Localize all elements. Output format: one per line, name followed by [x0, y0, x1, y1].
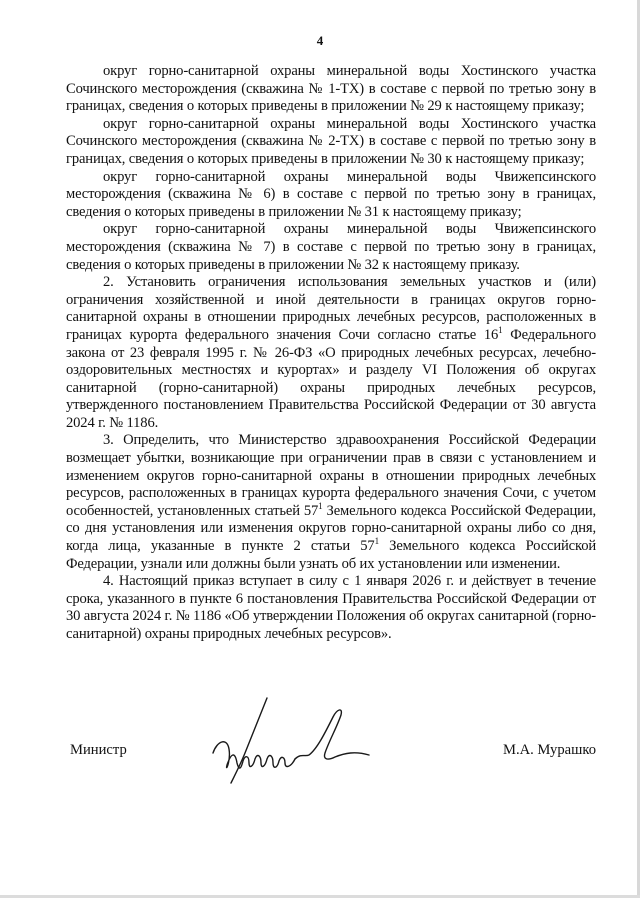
paragraph-district-well-6: округ горно-санитарной охраны минеральной воды Чвижепсинского месторождения (скважина № 6) в составе с первой по третью зону в границах, сведения о которых приведены в приложении № 31 к настоящему приказу; [66, 168, 596, 220]
paragraph-district-2tx: округ горно-санитарной охраны минеральной воды Хостинского участка Сочинского месторождения (скважина № 2-ТХ) в составе с первой по третью зону в границах, сведения о которых приведены в приложении № 30 к настоящему приказу; [66, 115, 596, 167]
signatory-name: М.А. Мурашко [502, 742, 596, 758]
page-number: 4 [316, 33, 324, 48]
clause-2-superscript: 1 [498, 324, 503, 335]
paragraph-district-1tx: округ горно-санитарной охраны минеральной воды Хостинского участка Сочинского месторождения (скважина № 1-ТХ) в составе с первой по третью зону в границах, сведения о которых приведены в приложении № 29 к настоящему приказу; [66, 63, 596, 115]
paragraph-district-well-7: округ горно-санитарной охраны минеральной воды Чвижепсинского месторождения (скважина № 7) в составе с первой по третью зону в границах, сведения о которых приведены в приложении № 32 к настоящему приказу. [66, 221, 596, 273]
paragraph-clause-4: 4. Настоящий приказ вступает в силу с 1 января 2026 г. и действует в течение срока, указанного в пункте 6 постановления Правительства Российской Федерации от 30 августа 2024 г. № 1186 «Об утверждении Положения об округах санитарной (горно-санитарной) охраны природных лечебных ресурсов». [66, 573, 596, 642]
signatory-position: Министр [70, 742, 127, 758]
clause-2-text-a: 2. Установить ограничения использования земельных участков и (или) ограничения хозяйственной и иной деятельности в границах округов горно-санитарной охраны в отношении природных лечебных ресурсов, расположенных в границах курорта федерального значения Сочи согласно статье 16 [66, 274, 596, 343]
clause-3-superscript-1: 1 [318, 500, 323, 511]
document-body [66, 63, 596, 644]
clause-3-superscript-2: 1 [374, 536, 379, 547]
signature-row [70, 742, 596, 762]
clause-3-text-c: Земельного кодекса Российской Федерации, узнали или должны были узнать об их установлении или изменении. [66, 538, 596, 572]
clause-3-text-b: Земельного кодекса Российской Федерации, со дня установления или изменения округов горно-санитарной охраны либо со дня, когда лица, указанные в пункте 2 статьи 57 [66, 502, 596, 555]
clause-3-text-a: 3. Определить, что Министерство здравоохранения Российской Федерации возмещает убытки, возникающие при ограничении прав в связи с установлением и изменением округов горно-санитарной охраны в отношении природных лечебных ресурсов, расположенных в границах курорта федерального значения Сочи, с учетом особенностей, установленных статьей 57 [66, 432, 596, 519]
clause-2-text-b: Федерального закона от 23 февраля 1995 г. № 26-ФЗ «О природных лечебных ресурсах, лечебно-оздоровительных местностях и курортах» и разделу VI Положения об округах санитарной (горно-санитарной) охраны природных лечебных ресурсов, утвержденного постановлением Правительства Российской Федерации от 30 августа 2024 г. № 1186. [66, 326, 596, 431]
paragraph-clause-2 [66, 274, 596, 432]
paragraph-clause-3 [66, 432, 596, 573]
